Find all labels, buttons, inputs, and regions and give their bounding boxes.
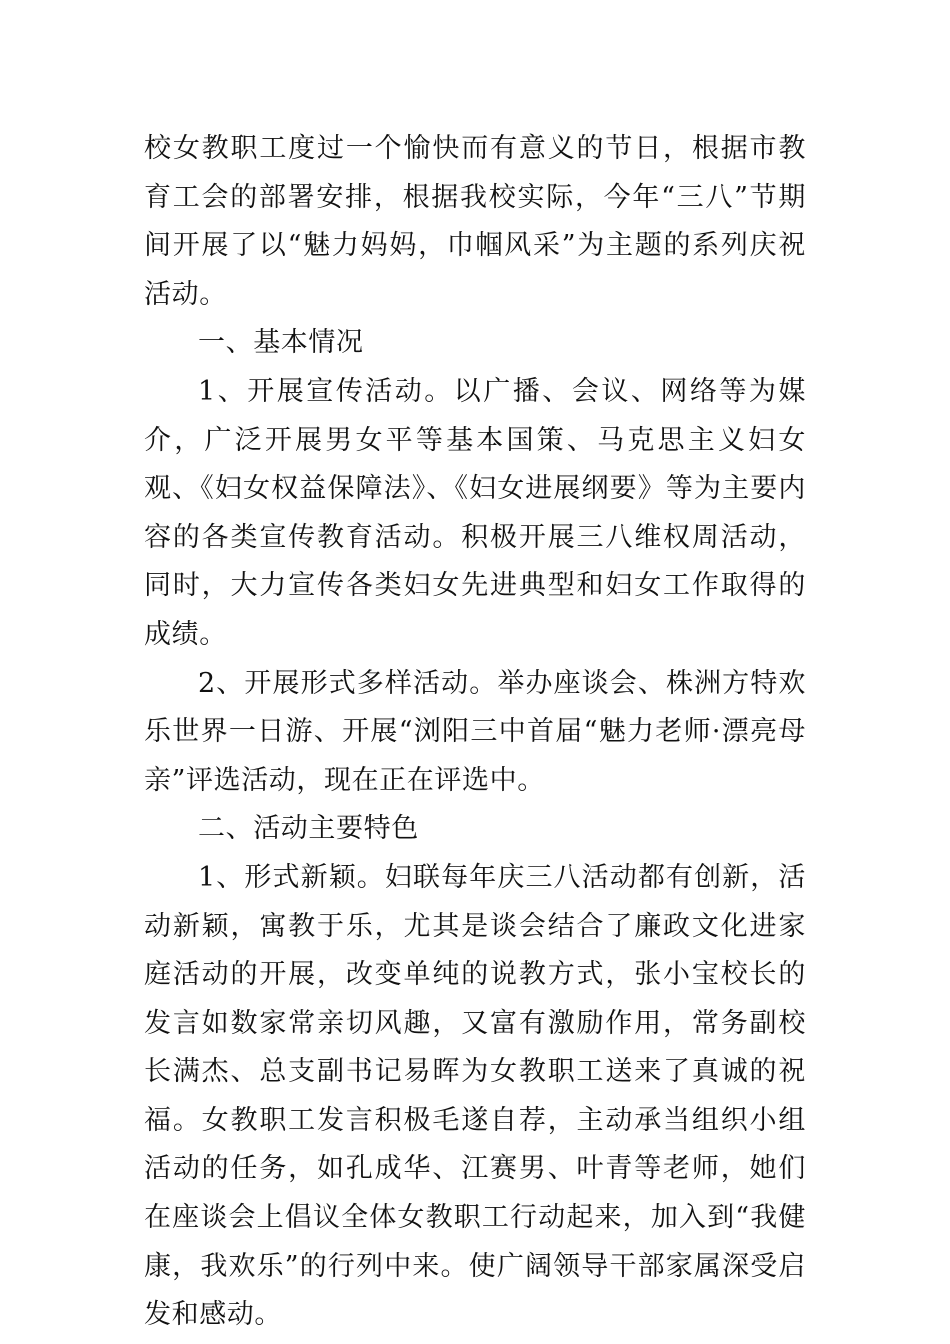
paragraph-activities: 2、开展形式多样活动。举办座谈会、株洲方特欢乐世界一日游、开展“浏阳三中首届“魅力老师·漂亮母亲”评选活动，现在正在评选中。 (144, 667, 806, 796)
heading-main-features: 二、活动主要特色 (198, 813, 419, 845)
paragraph-publicity: 1、开展宣传活动。以广播、会议、网络等为媒介，广泛开展男女平等基本国策、马克思主义妇女观、《妇女权益保障法》、《妇女进展纲要》等为主要内容的各类宣传教育活动。积极开展三八维权周活动，同时，大力宣传各类妇女先进典型和妇女工作取得的成绩。 (144, 375, 806, 650)
paragraph-intro: 校女教职工度过一个愉快而有意义的节日，根据市教育工会的部署安排，根据我校实际，今年“三八”节期间开展了以“魅力妈妈，巾帼风采”为主题的系列庆祝活动。 (144, 133, 806, 310)
paragraph-novel-form: 1、形式新颖。妇联每年庆三八活动都有创新，活动新颖，寓教于乐，尤其是谈会结合了廉政文化进家庭活动的开展，改变单纯的说教方式，张小宝校长的发言如数家常亲切风趣，又富有激励作用，常务副校长满杰、总支副书记易晖为女教职工送来了真诚的祝福。女教职工发言积极毛遂自荐，主动承当组织小组活动的任务，如孔成华、江赛男、叶青等老师，她们在座谈会上倡议全体女教职工行动起来，加入到“我健康，我欢乐”的行列中来。使广阔领导干部家属深受启发和感动。 (144, 861, 806, 1331)
heading-basic-situation: 一、基本情况 (198, 327, 364, 359)
document-body (144, 125, 806, 1340)
